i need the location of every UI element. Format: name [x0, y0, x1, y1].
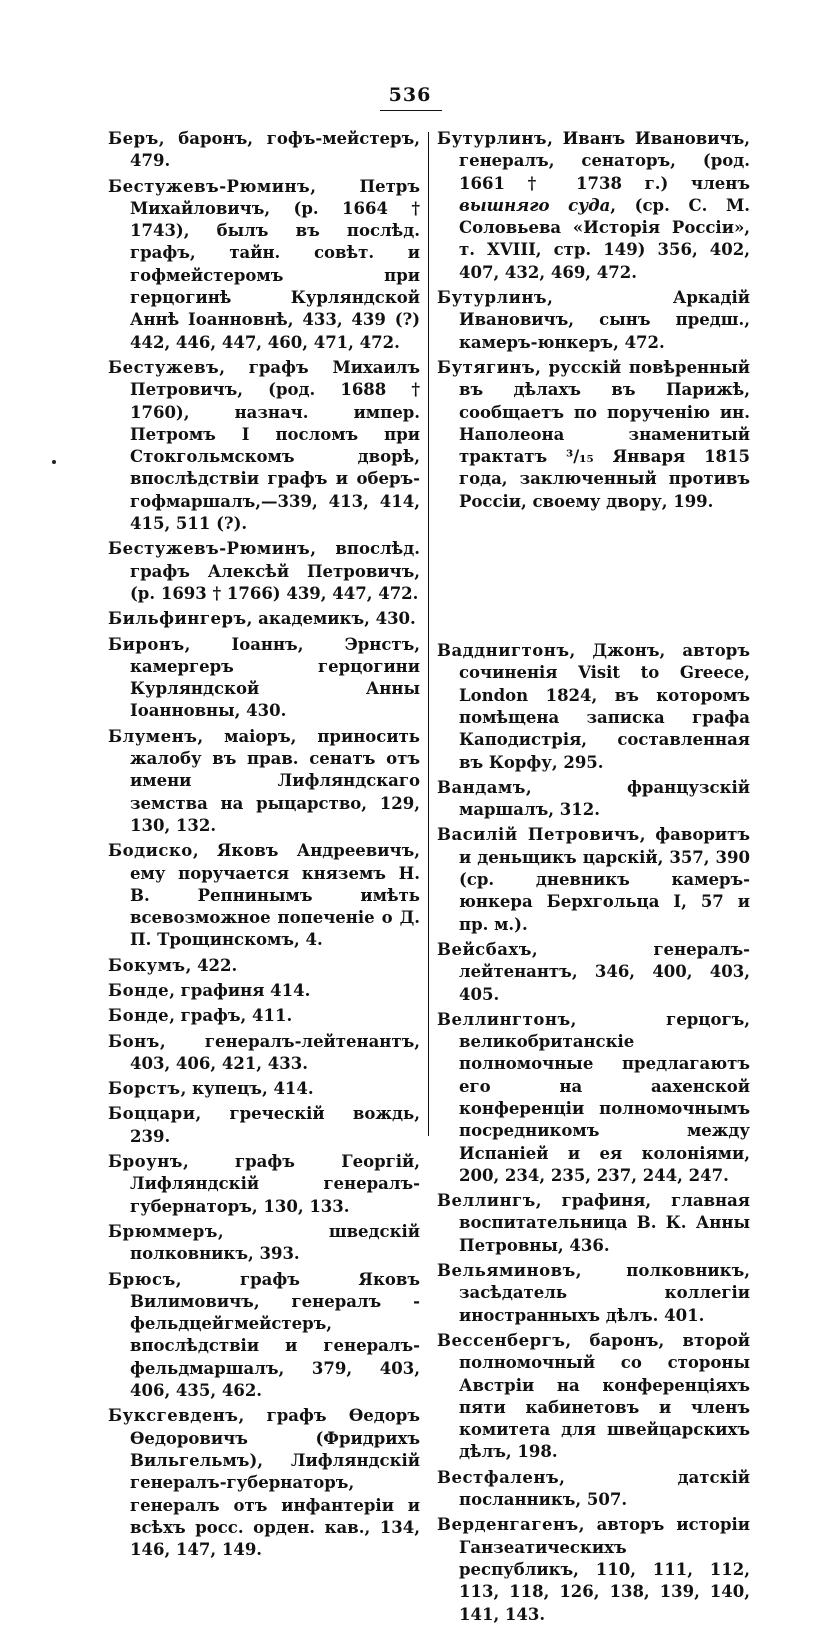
index-entry [108, 980, 420, 1002]
entry-headword: Брюсъ [108, 1269, 176, 1289]
entry-headword: Бонде [108, 1006, 170, 1026]
entry-text: , Джонъ, авторъ сочиненія Visit to Greece, London 1824, въ которомъ помѣщена записка графа Каподистрія, составленная въ Корфу, 295. [459, 641, 750, 772]
entry-text: , графиня 414. [169, 980, 311, 1000]
entry-headword: Вессенбергъ [437, 1330, 566, 1350]
entry-headword: Бильфингеръ [108, 609, 247, 629]
entry-text: , полковникъ, засѣдатель коллегіи иностранныхъ дѣлъ. 401. [459, 1261, 750, 1325]
entry-text: , Яковъ Андреевичъ, ему поручается княземъ Н. В. Репнинымъ имѣть всевозможное попеченіе о Д. П. Трощинскомъ, 4. [130, 841, 420, 950]
index-entry [108, 176, 420, 354]
column-divider [428, 132, 429, 1136]
entry-text-tail: , (ср. С. М. Соловьева «Исторія Россіи», т. XVIII, стр. 149) 356, 402, 407, 432, 469, 472. [459, 195, 751, 282]
entry-text: , графъ Георгій, Лифляндскій генералъ-губернаторъ, 130, 133. [130, 1152, 420, 1216]
entry-headword: Бестужевъ-Рюминъ [108, 539, 311, 559]
entry-text: , маіоръ, приносить жалобу въ прав. сенатъ отъ имени Лифляндскаго земства на рыцарство, 129, 130, 132. [130, 726, 420, 835]
section-gap [437, 516, 750, 640]
entry-text: , греческій вождь, 239. [130, 1104, 420, 1146]
entry-headword: Бестужевъ-Рюминъ [108, 176, 311, 196]
ink-speck [52, 460, 56, 464]
index-entry [108, 357, 420, 535]
entry-text: , фаворитъ и деньщикъ царскій, 357, 390 (ср. дневникъ камеръ-юнкера Берхгольца I, 57 и пр. м.). [459, 825, 750, 934]
entry-text: , Петръ Михайловичъ, (р. 1664 † 1743), былъ въ послѣд. графъ, тайн. совѣт. и гофмейстеромъ при герцогинѣ Курляндской Аннѣ Іоанновнѣ, 433, 439 (?) 442, 446, 447, 460, 471, 472. [130, 176, 420, 352]
index-entry [437, 1514, 750, 1625]
index-entry [437, 939, 750, 1006]
index-entry [437, 357, 750, 513]
entry-text: , графиня, главная воспитательница В. К. Анны Петровны, 436. [459, 1191, 750, 1255]
index-entry [108, 1221, 420, 1266]
entry-headword: Броунъ [108, 1152, 183, 1172]
entry-headword: Веллингтонъ [437, 1009, 571, 1029]
entry-headword: Вестфаленъ [437, 1467, 560, 1487]
index-entry [437, 1467, 750, 1512]
entry-headword: Бонъ [108, 1031, 160, 1051]
page-number-rule [380, 110, 442, 111]
entry-text: , шведскій полковникъ, 393. [130, 1221, 420, 1264]
entry-headword: Бокумъ [108, 955, 186, 975]
index-entry [437, 1330, 750, 1464]
entry-headword: Буксгевденъ [108, 1406, 239, 1426]
index-entry [108, 1005, 420, 1027]
page-number: 536 [388, 84, 432, 106]
entry-text: , баронъ, второй полномочный со стороны Австріи на конференціяхъ пяти кабинетовъ и членъ комитета для швейцарскихъ дѣлъ, 198. [459, 1330, 750, 1462]
entry-headword: Бутурлинъ [437, 129, 548, 148]
entry-text: , графъ, 411. [169, 1006, 293, 1026]
entry-text: , авторъ исторіи Ганзеатическихъ республикъ, 110, 111, 112, 113, 118, 126, 138, 139, 140, 141, 143. [459, 1515, 750, 1624]
entry-headword: Боццари [108, 1104, 196, 1124]
entry-text: , графъ Ѳедоръ Ѳедоровичъ (Фридрихъ Вильгельмъ), Лифляндскій генералъ-губернаторъ, генералъ отъ инфантеріи и всѣхъ росс. орден. кав., 134, 146, 147, 149. [130, 1406, 420, 1560]
entry-headword: Веллингъ [437, 1191, 536, 1211]
entry-text: , баронъ, гофъ-мейстеръ, 479. [130, 129, 420, 171]
entry-text: , герцогъ, великобританскіе полномочные предлагаютъ его на аахенской конференціи полномочнымъ посредникомъ между Испаніей и ея колоніями, 200, 234, 235, 237, 244, 247. [459, 1009, 750, 1185]
index-entry [437, 640, 750, 774]
entry-text: , генералъ-лейтенантъ, 403, 406, 421, 433. [130, 1031, 420, 1073]
index-entry [108, 955, 420, 977]
index-entry [437, 824, 750, 935]
entry-text: , академикъ, 430. [246, 609, 416, 629]
entry-text: , графъ Михаилъ Петровичъ, (род. 1688 † 1760), назнач. импер. Петромъ I посломъ при Стокгольмскомъ дворѣ, впослѣдствіи графъ и оберъ-гофмаршалъ,—339, 413, 414, 415, 511 (?). [130, 357, 420, 534]
entry-headword: Бутурлинъ [437, 288, 548, 308]
index-entry [108, 1078, 420, 1100]
entry-text: , Аркадій Ивановичъ, сынъ предш., камеръ-юнкеръ, 472. [459, 288, 750, 352]
index-entry [108, 538, 420, 605]
entry-text: , впослѣд. графъ Алексѣй Петровичъ, (р. 1693 † 1766) 439, 447, 472. [130, 539, 420, 603]
index-entry [437, 1009, 750, 1187]
entry-headword: Верденгагенъ [437, 1515, 579, 1535]
index-entry [108, 1151, 420, 1218]
entry-headword: Вейсбахъ [437, 939, 532, 959]
entry-text: , графъ Яковъ Вилимовичъ, генералъ - фельдцейгмейстеръ, впослѣдствіи и генералъ-фельдмаршалъ, 379, 403, 406, 435, 462. [130, 1269, 420, 1401]
entry-text: , русскій повѣренный въ дѣлахъ въ Парижѣ, сообщаетъ по порученію ин. Наполеона знаменитый трактатъ ³/₁₅ Января 1815 года, заключенный противъ Россіи, своему двору, 199. [459, 357, 750, 511]
entry-headword: Беръ [108, 129, 159, 148]
entry-headword: Вандамъ [437, 777, 526, 797]
entry-text: , 422. [185, 955, 238, 975]
entry-headword: Биронъ [108, 634, 185, 654]
entry-text: , французскій маршалъ, 312. [459, 777, 750, 820]
entry-headword: Борстъ [108, 1079, 181, 1099]
entry-headword: Вадднигтонъ [437, 641, 570, 661]
entry-headword: Бодиско [108, 841, 193, 861]
entry-italic: вышняго суда [459, 195, 611, 215]
entry-text: , Иванъ Ивановичъ, генералъ, сенаторъ, (род. 1661 † 1738 г.) членъ [459, 129, 750, 193]
entry-headword: Василій Петровичъ [437, 825, 640, 845]
index-entry [108, 1103, 420, 1148]
entry-text: , купецъ, 414. [180, 1079, 314, 1099]
index-entry [108, 128, 420, 173]
index-entry [108, 1031, 420, 1076]
entry-text: , датскій посланникъ, 507. [459, 1467, 750, 1510]
index-column-left [108, 128, 420, 1564]
entry-text: , Іоаннъ, Эрнстъ, камергеръ герцогини Курляндской Анны Іоанновны, 430. [130, 634, 420, 721]
index-entry [108, 726, 420, 837]
index-entry [437, 1260, 750, 1327]
index-entry [108, 634, 420, 723]
index-entry [108, 1269, 420, 1403]
entry-headword: Вельяминовъ [437, 1261, 576, 1281]
index-column-right [437, 128, 750, 1629]
index-entry [437, 1190, 750, 1257]
entry-headword: Бутягинъ [437, 357, 536, 377]
entry-headword: Бестужевъ [108, 357, 220, 377]
entry-headword: Блуменъ [108, 726, 198, 746]
index-entry [437, 777, 750, 822]
index-entry [108, 608, 420, 630]
entry-headword: Брюммеръ [108, 1221, 218, 1241]
entry-headword: Бонде [108, 980, 170, 1000]
index-entry [108, 1405, 420, 1561]
index-entry [437, 128, 750, 284]
entry-text: , генералъ-лейтенантъ, 346, 400, 403, 405. [459, 939, 750, 1004]
index-entry [437, 287, 750, 354]
index-entry [108, 840, 420, 951]
